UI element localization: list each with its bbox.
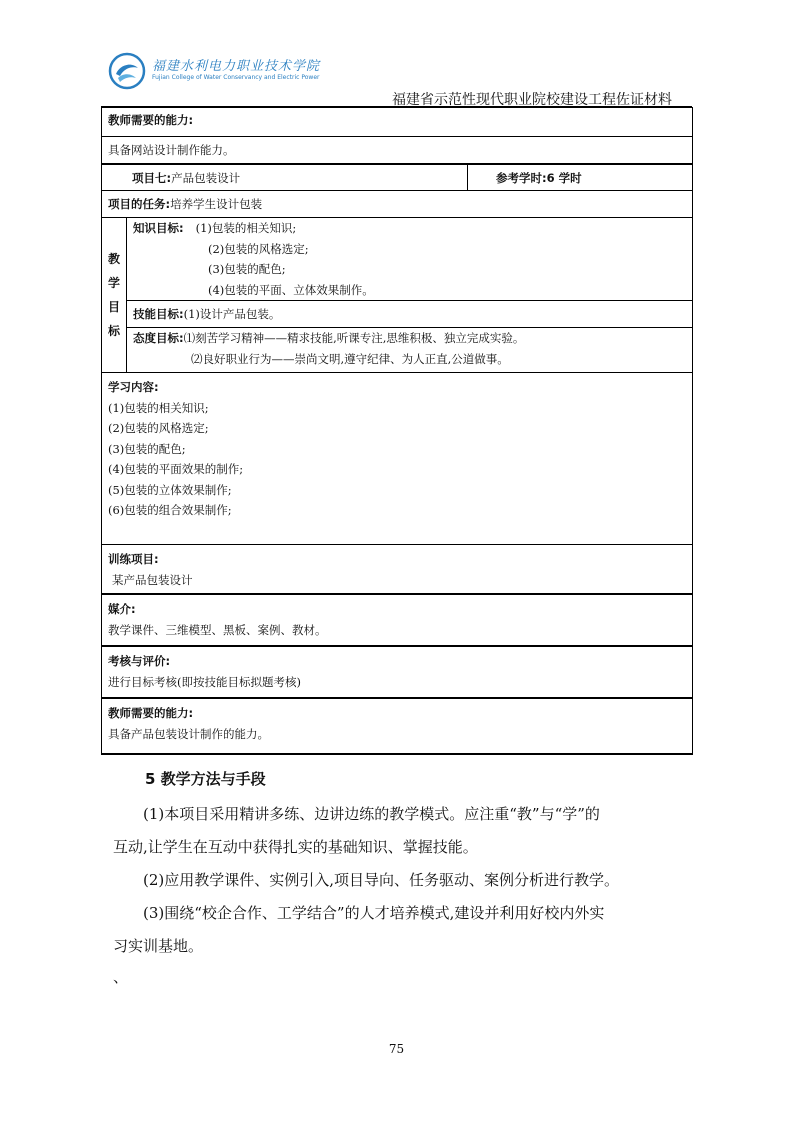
- teacher-ability-text: 具备产品包装设计制作的能力。: [108, 726, 269, 741]
- attitude-label: 态度目标:: [133, 331, 184, 345]
- teaching-goals-side-label: [102, 218, 127, 373]
- task-cell: [102, 191, 693, 218]
- training-text: 某产品包装设计: [112, 572, 193, 587]
- hours-label: 参考学时:6 学时: [496, 170, 582, 185]
- attitude-item: ⑵良好职业行为——崇尚文明,遵守纪律、为人正直,公道做事。: [191, 351, 509, 366]
- assessment-text: 进行目标考核(即按技能目标拟题考核): [108, 674, 301, 689]
- content-item: (3)包装的配色;: [108, 441, 186, 456]
- attitude-item: ⑴刻苦学习精神——精求技能,听课专注,思维积极、独立完成实验。: [183, 331, 525, 345]
- skill-goals-cell: [127, 301, 693, 328]
- side-char: 学: [107, 276, 120, 290]
- knowledge-goals-cell: [127, 218, 693, 301]
- media-text: 教学课件、三维模型、黑板、案例、教材。: [108, 622, 327, 637]
- page-number: 75: [388, 1042, 405, 1056]
- hours-cell: [468, 164, 693, 191]
- paragraph-3-line-2: 习实训基地。: [113, 937, 204, 955]
- project-name: 产品包装设计: [171, 170, 241, 185]
- content-item: (1)包装的相关知识;: [108, 400, 209, 415]
- content-item: (5)包装的立体效果制作;: [108, 482, 232, 497]
- stray-mark: 、: [113, 968, 129, 986]
- side-char: 目: [107, 300, 120, 314]
- header-title: 福建省示范性现代职业院校建设工程佐证材料: [392, 92, 672, 108]
- skill-text: (1)设计产品包装。: [183, 307, 281, 321]
- section-heading: 5 教学方法与手段: [145, 770, 266, 788]
- paragraph-2: (2)应用教学课件、实例引入,项目导向、任务驱动、案例分析进行教学。: [143, 871, 620, 889]
- logo-english-name: Fujian College of Water Conservancy and Electric Power: [152, 74, 320, 81]
- knowledge-item: (4)包装的平面、立体效果制作。: [208, 282, 374, 297]
- assessment-cell: [102, 646, 693, 698]
- prev-teacher-ability-text: 具备网站设计制作能力。: [108, 143, 235, 157]
- knowledge-item: (1)包装的相关知识;: [195, 221, 297, 235]
- media-label: 媒介:: [108, 602, 136, 616]
- prev-teacher-ability-text-cell: [102, 137, 693, 165]
- assessment-label: 考核与评价:: [108, 654, 171, 668]
- college-logo: [108, 52, 321, 92]
- knowledge-item: (3)包装的配色;: [208, 262, 286, 276]
- project-title-cell: [102, 164, 468, 191]
- content-item: (2)包装的风格选定;: [108, 421, 209, 435]
- knowledge-label: 知识目标:: [133, 221, 184, 235]
- paragraph-3-line-1: (3)围绕“校企合作、工学结合”的人才培养模式,建设并利用好校内外实: [143, 904, 605, 922]
- logo-chinese-name: 福建水利电力职业技术学院: [152, 59, 321, 74]
- training-label: 训练项目:: [108, 552, 159, 566]
- paragraph-1-line-2: 互动,让学生在互动中获得扎实的基础知识、掌握技能。: [113, 838, 478, 856]
- college-emblem-icon: [108, 52, 146, 90]
- course-project-table: [101, 107, 693, 755]
- content-label: 学习内容:: [108, 380, 159, 394]
- prev-teacher-ability-label-cell: [102, 108, 693, 137]
- skill-label: 技能目标:: [133, 307, 184, 321]
- attitude-goals-cell: [127, 328, 693, 373]
- media-cell: [102, 594, 693, 646]
- task-text: 培养学生设计包装: [170, 197, 263, 211]
- knowledge-item: (2)包装的风格选定;: [208, 241, 309, 256]
- teacher-ability-label: 教师需要的能力:: [108, 706, 194, 720]
- content-item: (4)包装的平面效果的制作;: [108, 462, 244, 476]
- side-char: 教: [107, 252, 120, 266]
- task-label: 项目的任务:: [108, 197, 171, 211]
- project-label: 项目七:: [132, 170, 172, 185]
- content-item: (6)包装的组合效果制作;: [108, 503, 232, 517]
- side-char: 标: [107, 324, 120, 338]
- learning-content-cell: [102, 373, 693, 545]
- paragraph-1-line-1: (1)本项目采用精讲多练、边讲边练的教学模式。应注重“教”与“学”的: [143, 805, 600, 823]
- training-cell: [102, 545, 693, 595]
- teacher-ability-cell: [102, 698, 693, 754]
- prev-teacher-ability-label: 教师需要的能力:: [108, 113, 194, 127]
